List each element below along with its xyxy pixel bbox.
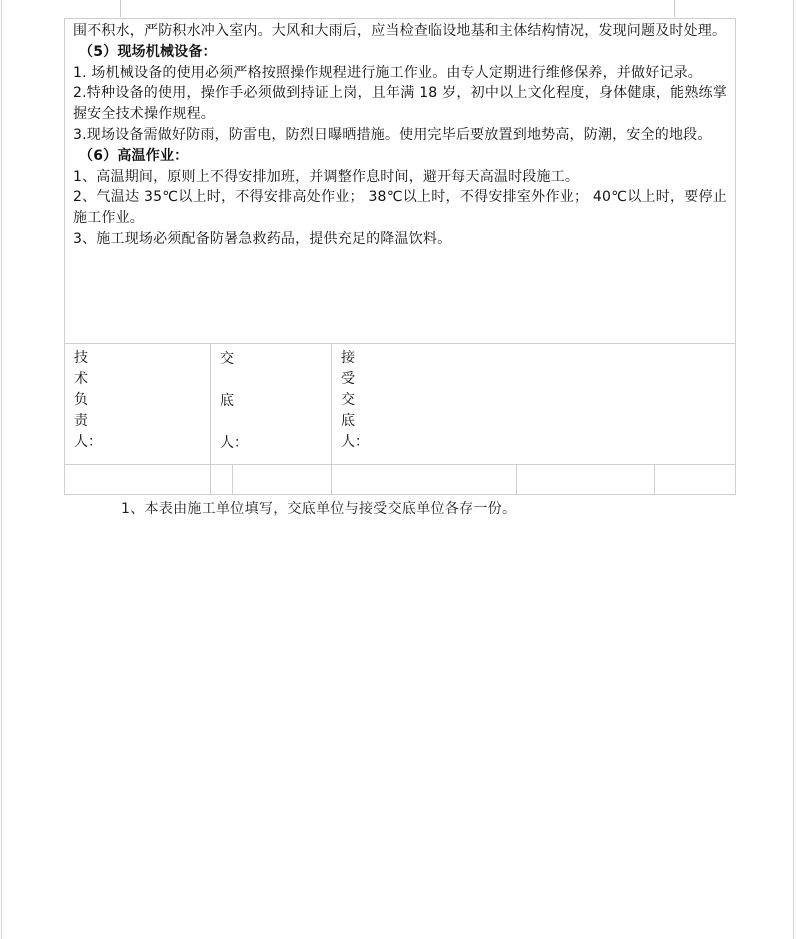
disclosure-table — [64, 18, 736, 495]
blank-cell — [655, 465, 736, 495]
paragraph: 3、施工现场必须配备防暑急救药品，提供充足的降温饮料。 — [73, 230, 452, 247]
section-heading: （5）现场机械设备： — [79, 43, 217, 60]
paragraph: 2、气温达 35℃以上时，不得安排高处作业； 38℃以上时，不得安排室外作业； 40℃以上时，要停止施工作业。 — [73, 189, 728, 227]
tech-lead-label: 技术负责人： — [74, 350, 102, 450]
page-edge-left — [1, 0, 2, 939]
footnote: 1、本表由施工单位填写，交底单位与接受交底单位各存一份。 — [121, 501, 517, 517]
margin-marker-right — [674, 0, 675, 17]
paragraph: 3.现场设备需做好防雨，防雷电，防烈日曝晒措施。使用完毕后要放置到地势高，防潮，安全的地段。 — [73, 126, 712, 143]
paragraph: 1、高温期间，原则上不得安排加班，并调整作息时间，避开每天高温时段施工。 — [73, 168, 580, 185]
section-heading: （6）高温作业： — [79, 147, 189, 164]
blank-cell — [332, 465, 517, 495]
content-cell — [65, 19, 736, 344]
handover-label-text: 交底人： — [220, 351, 248, 451]
blank-cell — [233, 465, 332, 495]
paragraph: 1. 场机械设备的使用必须严格按照操作规程进行施工作业。由专人定期进行维修保养，并做好记录。 — [73, 64, 703, 81]
blank-cell — [211, 465, 233, 495]
receiver-cell — [332, 344, 736, 465]
paragraph: 围不积水，严防积水冲入室内。大风和大雨后，应当检查临设地基和主体结构情况，发现问题及时处理。 — [73, 23, 727, 39]
handover-cell — [211, 344, 332, 465]
paragraph: 2.特种设备的使用，操作手必须做到持证上岗，且年满 18 岁，初中以上文化程度，身体健康，能熟练掌握安全技术操作规程。 — [73, 85, 728, 123]
tech-lead-cell — [65, 344, 211, 465]
margin-marker-left — [120, 0, 121, 17]
blank-cell — [517, 465, 655, 495]
receiver-label: 接受交底人： — [341, 350, 369, 450]
handover-label — [211, 344, 248, 464]
blank-cell — [65, 465, 211, 495]
page-edge-right — [793, 0, 794, 939]
